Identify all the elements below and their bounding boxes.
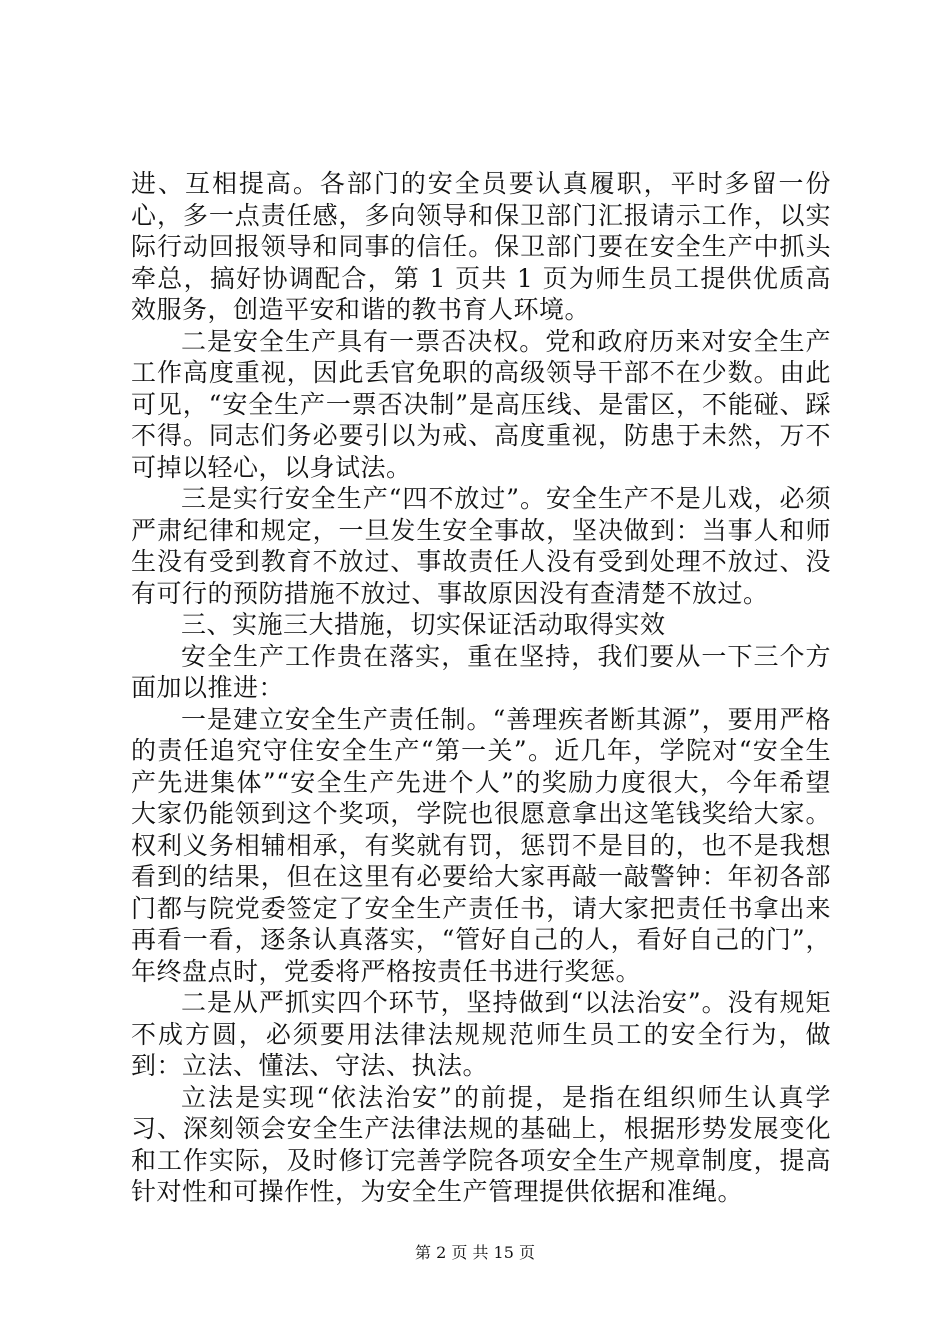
document-body — [131, 168, 831, 1208]
paragraph: 三是实行安全生产“四不放过”。安全生产不是儿戏，必须严肃纪律和规定，一旦发生安全事故，坚决做到：当事人和师生没有受到教育不放过、事故责任人没有受到处理不放过、没有可行的预防措施不放过、事故原因没有查清楚不放过。 — [131, 484, 831, 608]
paragraph: 二是安全生产具有一票否决权。党和政府历来对安全生产工作高度重视，因此丢官免职的高级领导干部不在少数。由此可见，“安全生产一票否决制”是高压线、是雷区，不能碰、踩不得。同志们务必要引以为戒、高度重视，防患于未然，万不可掉以轻心，以身试法。 — [131, 326, 831, 482]
section-heading: 三、实施三大措施，切实保证活动取得实效 — [181, 610, 666, 639]
paragraph: 安全生产工作贵在落实，重在坚持，我们要从一下三个方面加以推进： — [131, 641, 831, 702]
paragraph-continued: 进、互相提高。各部门的安全员要认真履职，平时多留一份心，多一点责任感，多向领导和保卫部门汇报请示工作，以实际行动回报领导和同事的信任。保卫部门要在安全生产中抓头牵总，搞好协调配合，第 1 页共 1 页为师生员工提供优质高效服务，创造平安和谐的教书育人环境。 — [131, 169, 831, 324]
paragraph: 一是建立安全生产责任制。“善理疾者断其源”，要用严格的责任追究守住安全生产“第一关”。近几年，学院对“安全生产先进集体”“安全生产先进个人”的奖励力度很大，今年希望大家仍能领到这个奖项，学院也很愿意拿出这笔钱奖给大家。权利义务相辅相承，有奖就有罚，惩罚不是目的，也不是我想看到的结果，但在这里有必要给大家再敲一敲警钟：年初各部门都与院党委签定了安全生产责任书，请大家把责任书拿出来再看一看，逐条认真落实，“管好自己的人，看好自己的门”，年终盘点时，党委将严格按责任书进行奖惩。 — [131, 704, 831, 986]
paragraph: 二是从严抓实四个环节，坚持做到“以法治安”。没有规矩不成方圆，必须要用法律法规规范师生员工的安全行为，做到：立法、懂法、守法、执法。 — [131, 988, 831, 1080]
page-footer: 第 2 页 共 15 页 — [415, 1243, 535, 1262]
paragraph: 立法是实现“依法治安”的前提，是指在组织师生认真学习、深刻领会安全生产法律法规的基础上，根据形势发展变化和工作实际，及时修订完善学院各项安全生产规章制度，提高针对性和可操作性，为安全生产管理提供依据和准绳。 — [131, 1082, 831, 1206]
